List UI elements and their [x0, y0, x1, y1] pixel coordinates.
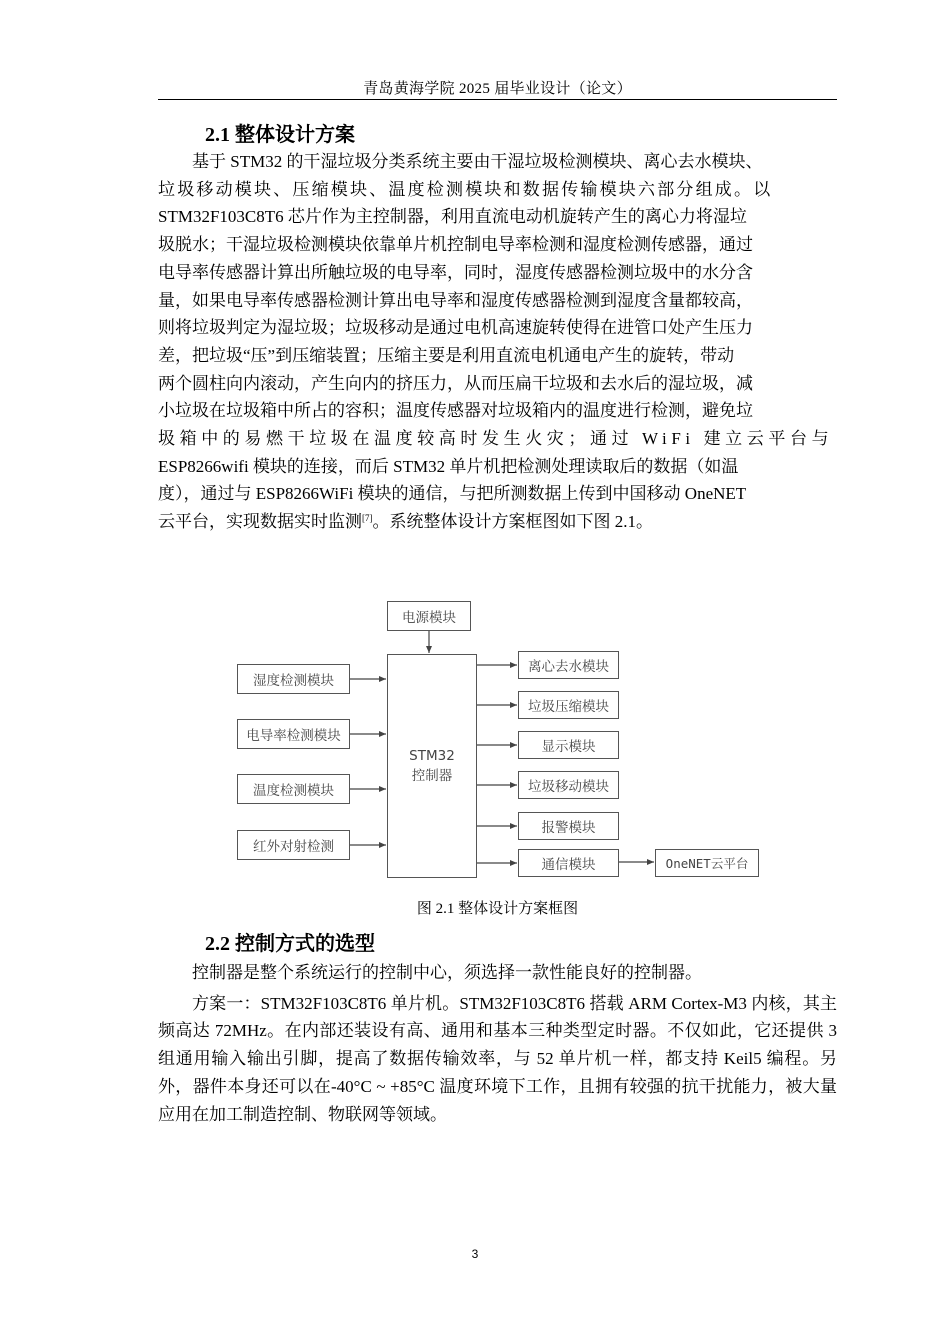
comm-module-box: 通信模块 — [518, 849, 619, 877]
alarm-module-box: 报警模块 — [518, 812, 619, 840]
section-2-2-body — [158, 959, 837, 1128]
para-line: ESP8266wifi 模块的连接，而后 STM32 单片机把检测处理读取后的数据（如温 — [158, 456, 739, 476]
para-line: 基于 STM32 的干湿垃圾分类系统主要由干湿垃圾检测模块、离心去水模块、 — [192, 152, 763, 171]
section-heading-2-1: 2.1 整体设计方案 — [205, 124, 355, 146]
section-heading-2-2: 2.2 控制方式的选型 — [205, 933, 375, 955]
onenet-cloud-box: OneNET云平台 — [655, 849, 759, 877]
para-line: STM32F103C8T6 芯片作为主控制器，利用直流电动机旋转产生的离心力将湿垃 — [158, 207, 747, 227]
para-line: 量，如果电导率传感器检测计算出电导率和湿度传感器检测到湿度含量都较高， — [158, 290, 753, 310]
humidity-detect-box: 湿度检测模块 — [237, 664, 350, 694]
citation-ref[interactable]: [7] — [362, 513, 373, 524]
power-module-box: 电源模块 — [387, 601, 471, 631]
figure-caption: 图 2.1 整体设计方案框图 — [416, 901, 579, 917]
conductivity-detect-box: 电导率检测模块 — [237, 719, 350, 749]
para-line: 电导率传感器计算出所触垃圾的电导率，同时，湿度传感器检测垃圾中的水分含 — [158, 262, 753, 282]
para-line: 圾箱中的易燃干垃圾在温度较高时发生火灾；通过 WiFi 建立云平台与 — [158, 429, 834, 449]
para-line: 差，把垃圾“压”到压缩装置；压缩主要是利用直流电机通电产生的旋转，带动 — [158, 345, 735, 365]
running-header: 青岛黄海学院 2025 届毕业设计（论文） — [363, 81, 632, 97]
page-number: 3 — [471, 1247, 479, 1261]
controller-label-line2: 控制器 — [411, 768, 453, 784]
stm32-controller-box — [387, 654, 477, 878]
garbage-move-box: 垃圾移动模块 — [518, 771, 619, 799]
para-line: 两个圆柱向内滚动，产生向内的挤压力，从而压扁干垃圾和去水后的湿垃圾，减 — [158, 373, 753, 393]
para-line: 圾脱水；干湿垃圾检测模块依靠单片机控制电导率检测和湿度检测传感器，通过 — [158, 235, 753, 255]
section-2-1-paragraph — [158, 148, 837, 536]
garbage-compress-box: 垃圾压缩模块 — [518, 691, 619, 719]
para-line: 垃圾移动模块、压缩模块、温度检测模块和数据传输模块六部分组成。以 — [158, 179, 773, 199]
para-line: 则将垃圾判定为湿垃圾；垃圾移动是通过电机高速旋转使得在进管口处产生压力 — [158, 318, 753, 338]
header-divider — [158, 99, 837, 100]
para-line-last — [158, 508, 837, 536]
paragraph: 方案一：STM32F103C8T6 单片机。STM32F103C8T6 搭载 ARM Cortex-M3 内核，其主频高达 72MHz。在内部还装设有高、通用和基本三种类型定时器。不仅如此，它还提供 3 组通用输入输出引脚，提高了数据传输效率，与 52 单片机一样，都支持 Keil5 编程。另外，器件本身还可以在-40°C ~ +85°C 温度环境下工作，且拥有较强的抗干扰能力，被大量应用在加工制造控制、物联网等领域。 — [158, 993, 837, 1124]
display-module-box: 显示模块 — [518, 731, 619, 759]
paragraph: 控制器是整个系统运行的控制中心，须选择一款性能良好的控制器。 — [192, 963, 702, 982]
infrared-detect-box: 红外对射检测 — [237, 830, 350, 860]
controller-label-line1: STM32 — [409, 748, 455, 764]
centrifugal-dewater-box: 离心去水模块 — [518, 651, 619, 679]
temperature-detect-box: 温度检测模块 — [237, 774, 350, 804]
text-span: 。系统整体设计方案框图如下图 2.1。 — [372, 512, 653, 532]
para-line: 度），通过与 ESP8266WiFi 模块的通信，与把所测数据上传到中国移动 OneNET — [158, 484, 747, 504]
para-line: 小垃圾在垃圾箱中所占的容积；温度传感器对垃圾箱内的温度进行检测，避免垃 — [158, 401, 753, 421]
text-span: 云平台，实现数据实时监测 — [158, 512, 362, 532]
